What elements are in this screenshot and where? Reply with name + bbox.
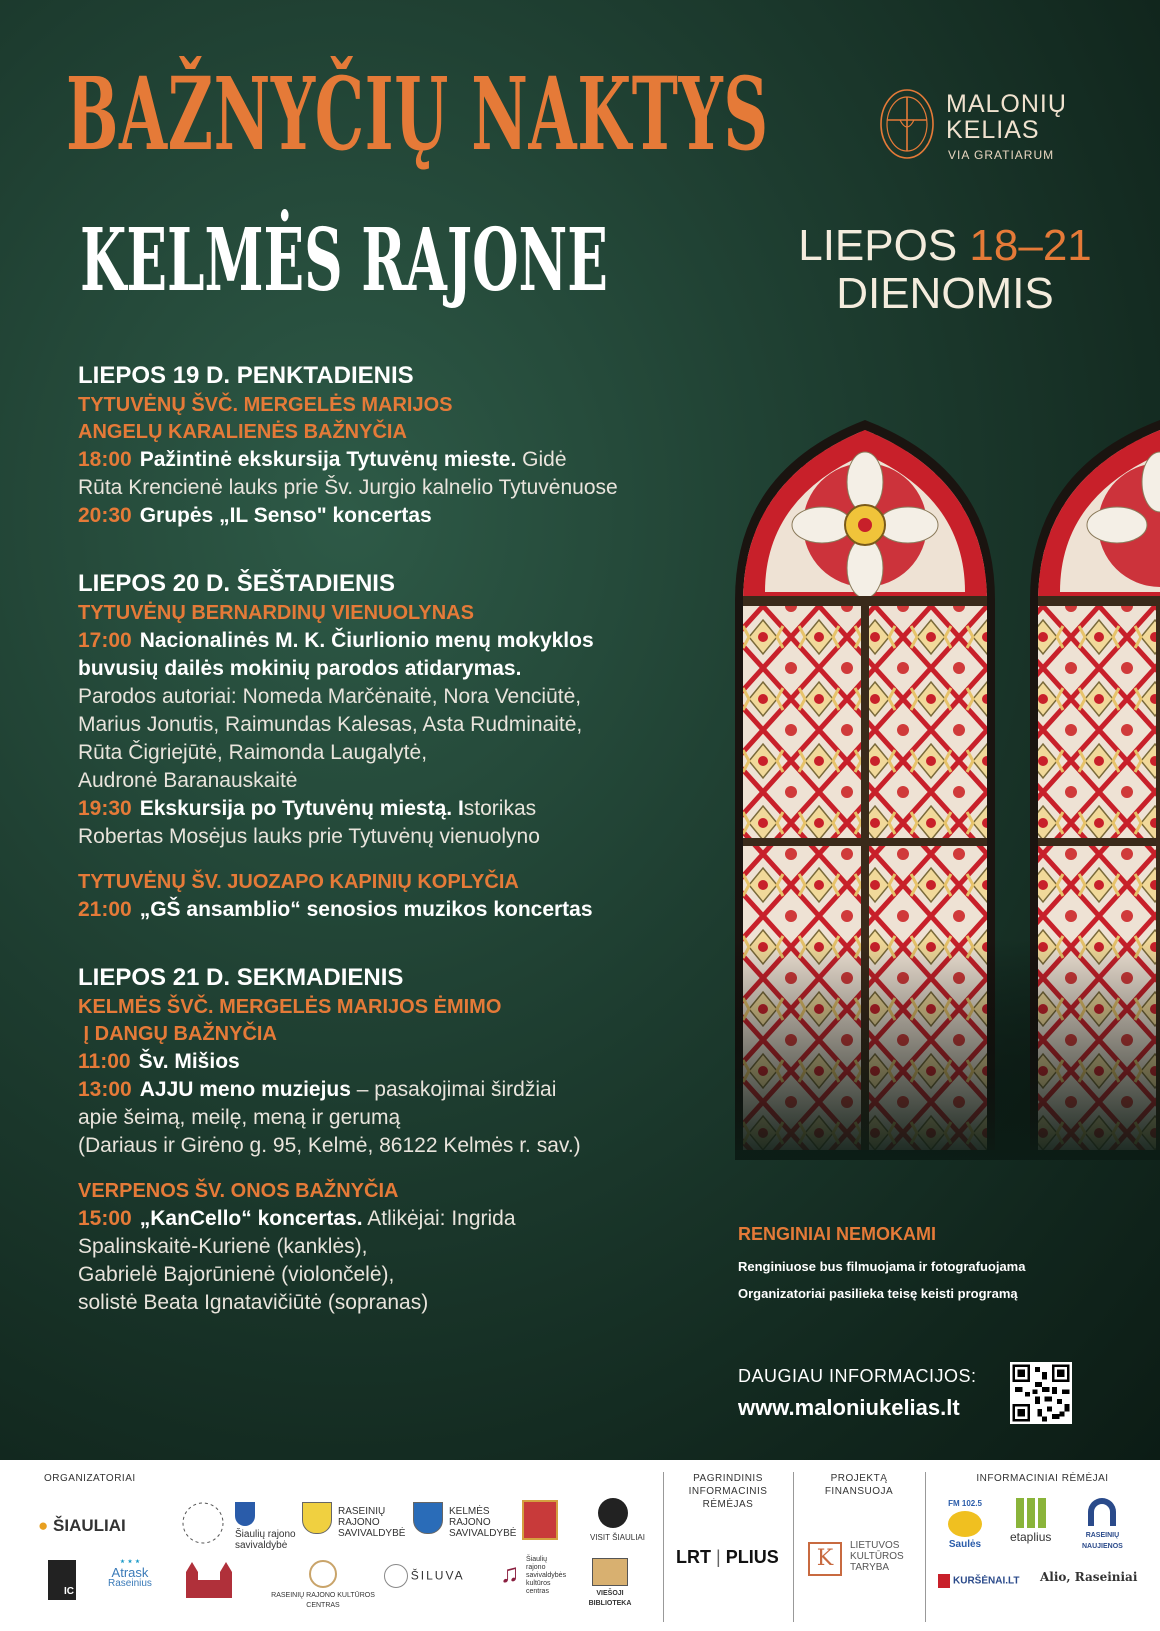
raseiniu-kulturos-centras-logo: RASEINIŲ RAJONO KULTŪROS CENTRAS [268,1560,378,1611]
event [78,502,738,530]
visit-siauliai-logo: VISIT ŠIAULIAI [590,1498,645,1543]
logo-text-2: KELIAS [946,116,1040,144]
siluva-icon [384,1564,408,1588]
title-line-1: BAŽNYČIŲ NAKTYS [66,55,769,173]
maloniu-kelias-logo [876,84,1076,174]
cross-emblem-icon [876,84,938,164]
church-icon [180,1554,238,1600]
etaplius-icon [1016,1498,1046,1528]
flower-icon [309,1560,337,1588]
dates-range: 18–21 [969,221,1092,270]
event-time: 13:00 [78,1078,132,1101]
event-text: Audronė Baranauskaitė [78,769,298,792]
event-title-cont: buvusių dailės mokinių parodos atidarymas. [78,657,522,680]
event-text: Rūta Krencienė lauks prie Šv. Jurgio kalnelio Tytuvėnuose [78,476,618,499]
note-line: Organizatoriai pasilieka teisę keisti programą [738,1286,1018,1301]
kursenai-icon [938,1574,950,1588]
venue: VERPENOS ŠV. ONOS BAŽNYČIA [78,1180,399,1202]
venue: ANGELŲ KARALIENĖS BAŽNYČIA [78,421,407,443]
event-text: Spalinskaitė-Kurienė (kanklės), [78,1235,368,1258]
event [78,446,738,474]
stained-glass-windows [735,420,1160,1160]
atrask-raseinius-logo: ⋆⋆⋆ Atrask Raseinius [108,1554,152,1589]
notes [738,1224,1118,1313]
title-line-2: KELMĖS RAJONE [80,210,608,311]
lrt-plius-logo: LRT | PLIUS [676,1547,779,1567]
event-time: 18:00 [78,448,132,471]
event-time: 17:00 [78,629,132,652]
event-title: Nacionalinės M. K. Čiurlionio menų mokyklos [139,629,594,652]
qr-code[interactable] [1010,1362,1072,1424]
partners-strip: ORGANIZATORIAI PAGRINDINIS INFORMACINIS RĖMĖJAS PROJEKTĄ FINANSUOJA INFORMACINIAI RĖMĖJAI ● ŠIAULIAI Šiaulių rajono savivaldybė RASEINIŲ RAJONO SAVIVALDYBĖ KELMĖS RAJONO SAVIVALDYBĖ VISIT ŠIAULIAI IC ⋆⋆⋆ Atrask Raseinius RASEINIŲ RAJONO KULTŪROS CENTRAS ŠILUVA ♫ Šiaulių rajono savivaldybės kultūros centras VIEŠOJI BIBLIOTEKA LRT | PLIUS K LIETUVOS KULTŪROS TARYBA FM 102.5 Saulės etaplius RASEINIŲ NAUJIENOS KURŠĖNAI.LT Alio, Raseiniai [0,1460,1160,1631]
coat-of-arms-icon [302,1502,332,1534]
event-text: storikas [463,797,537,820]
event [78,1205,738,1233]
event-title: Pažintinė ekskursija Tytuvėnų mieste. [139,448,517,471]
dates-line-2: DIENOMIS [836,269,1054,318]
event-text: – pasakojimai širdžiai [350,1078,557,1101]
main-info-sponsor-heading: PAGRINDINIS INFORMACINIS RĖMĖJAS [688,1473,768,1510]
alio-raseiniai-logo: Alio, Raseiniai [1040,1570,1138,1584]
event-title: „KanCello“ koncertas. [139,1207,363,1230]
day-heading: LIEPOS 19 D. PENKTADIENIS [78,362,414,389]
event [78,896,738,924]
day-heading: LIEPOS 21 D. SEKMADIENIS [78,964,404,991]
event-time: 11:00 [78,1050,131,1073]
logo-text-1: MALONIŲ [946,90,1067,118]
etaplius-logo: etaplius [1010,1498,1051,1543]
event-text: Parodos autoriai: Nomeda Marčėnaitė, Nora Venciūtė, [78,685,582,708]
siauliu-rajonas-logo [180,1498,226,1551]
event-text: Gabrielė Bajorūnienė (violončelė), [78,1263,395,1286]
sun-icon [948,1511,982,1537]
day-heading: LIEPOS 20 D. ŠEŠTADIENIS [78,570,395,597]
event-time: 20:30 [78,504,132,527]
siauliai-logo: ● ŠIAULIAI [38,1516,126,1535]
arch-icon [1088,1498,1116,1526]
funding-heading: PROJEKTĄ FINANSUOJA [824,1473,894,1497]
event-time: 21:00 [78,898,132,921]
coat-of-arms-icon [235,1502,255,1526]
siauliu-savivaldybe-logo: Šiaulių rajono savivaldybė [235,1502,296,1551]
event [78,627,738,655]
saules-radijas-logo: FM 102.5 Saulės [948,1499,982,1550]
ltk-icon: K [808,1542,842,1576]
program [78,360,738,1317]
siauliu-rajonas-icon [180,1498,226,1548]
website-link[interactable]: www.maloniukelias.lt [738,1395,960,1420]
kursenai-logo: KURŠĖNAI.LT [938,1574,1019,1588]
dates-prefix: LIEPOS [798,221,970,270]
event-text: Rūta Čigriejūtė, Raimonda Laugalytė, [78,741,428,764]
event-time: 19:30 [78,797,132,820]
siluva-logo: ŠILUVA [384,1564,465,1588]
event [78,1048,738,1076]
divider [793,1472,794,1622]
raseiniu-naujienos-logo: RASEINIŲ NAUJIENOS [1082,1498,1123,1552]
dates-block [770,222,1120,318]
event-text: Marius Jonutis, Raimundas Kalesas, Asta Rudminaitė, [78,713,583,736]
event-text: Robertas Mosėjus lauks prie Tytuvėnų vienuolyno [78,825,540,848]
coat-of-arms-icon [413,1502,443,1534]
venue: KELMĖS ŠVČ. MERGELĖS MARIJOS ĖMIMO [78,996,502,1018]
visit-siauliai-icon [598,1498,628,1528]
lyre-icon: ♫ [500,1558,520,1588]
library-icon [592,1558,628,1586]
event [78,795,738,823]
event [78,1076,738,1104]
event-text: Gidė [516,448,567,471]
more-info-heading: DAUGIAU INFORMACIJOS: [738,1366,977,1386]
event-time: 15:00 [78,1207,132,1230]
church-crest-icon [522,1500,558,1540]
organizers-heading: ORGANIZATORIAI [44,1473,136,1484]
divider [663,1472,664,1622]
event-text: solistė Beata Ignatavičiūtė (sopranas) [78,1291,429,1314]
venue: TYTUVĖNŲ ŠVČ. MERGELĖS MARIJOS [78,394,453,416]
info-sponsors-heading: INFORMACINIAI RĖMĖJAI [976,1473,1109,1484]
free-events-heading: RENGINIAI NEMOKAMI [738,1224,936,1244]
venue: TYTUVĖNŲ BERNARDINŲ VIENUOLYNAS [78,602,474,624]
event-title: Grupės „IL Senso" koncertas [139,504,432,527]
venue: TYTUVĖNŲ ŠV. JUOZAPO KAPINIŲ KOPLYČIA [78,871,519,893]
divider [925,1472,926,1622]
event-text: apie šeimą, meilę, meną ir gerumą [78,1106,401,1129]
more-info [738,1366,977,1421]
event-title: AJJU meno muziejus [139,1078,351,1101]
event-text: Atlikėjai: Ingrida [362,1207,516,1230]
logo-text-3: VIA GRATIARUM [948,148,1055,162]
note-line: Renginiuose bus filmuojama ir fotografuojama [738,1259,1026,1274]
event-title: Ekskursija po Tytuvėnų miestą. I [139,797,464,820]
event-title: „GŠ ansamblio“ senosios muzikos koncertas [139,898,593,921]
viesoji-biblioteka-logo: VIEŠOJI BIBLIOTEKA [580,1558,640,1609]
church-towers-logo [180,1554,238,1600]
ic-logo: IC [48,1560,76,1600]
venue: Į DANGŲ BAŽNYČIA [78,1023,277,1045]
event-title: Šv. Mišios [138,1050,240,1073]
event-text: (Dariaus ir Girėno g. 95, Kelmė, 86122 Kelmės r. sav.) [78,1134,581,1157]
